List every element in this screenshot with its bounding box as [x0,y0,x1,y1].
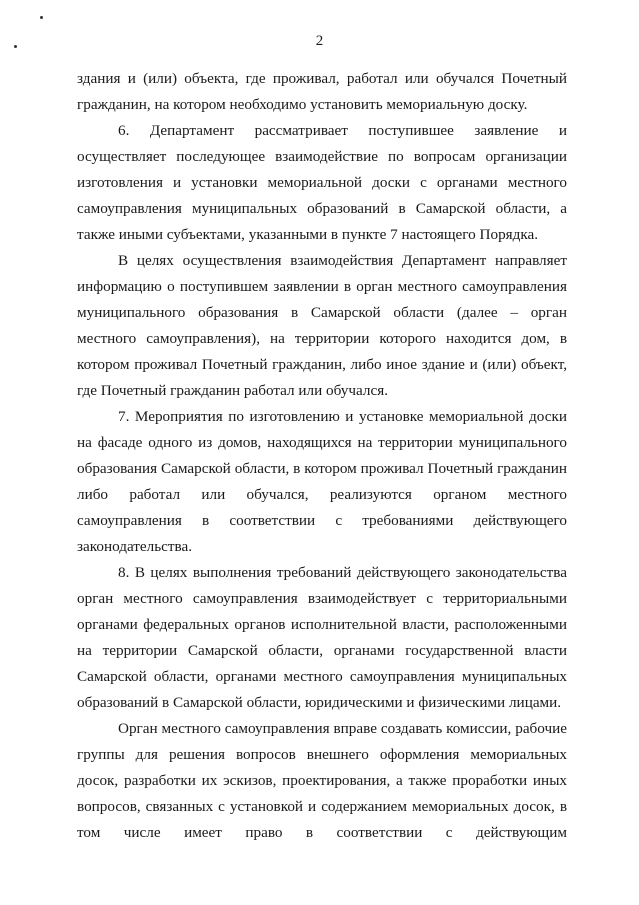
paragraph-interaction: В целях осуществления взаимодействия Департамент направляет информацию о поступившем заявлении в орган местного самоуправления муниципального образования в Самарской области (далее – орган местного самоуправления), на территории которого находится дом, в котором проживал Почетный гражданин, либо иное здание и (или) объект, где Почетный гражданин работал или обучался. [77,252,567,399]
page-number: 2 [315,33,324,49]
document-body [77,66,567,846]
scan-speck [40,16,43,19]
paragraph-item-7: 7. Мероприятия по изготовлению и установке мемориальной доски на фасаде одного из домов, находящихся на территории муниципального образования Самарской области, в котором проживал Почетный гражданин либо работал или обучался, реализуются органом местного самоуправления в соответствии с требованиями действующего законодательства. [77,408,567,555]
paragraph-item-6: 6. Департамент рассматривает поступившее заявление и осуществляет последующее взаимодействие по вопросам организации изготовления и установки мемориальной доски с органами местного самоуправления муниципальных образований в Самарской области, а также иными субъектами, указанными в пункте 7 настоящего Порядка. [77,122,567,243]
paragraph-item-8: 8. В целях выполнения требований действующего законодательства орган местного самоуправления взаимодействует с территориальными органами федеральных органов исполнительной власти, расположенными на территории Самарской области, органами государственной власти Самарской области, органами местного самоуправления муниципальных образований в Самарской области, юридическими и физическими лицами. [77,564,567,711]
paragraph-continuation: здания и (или) объекта, где проживал, работал или обучался Почетный гражданин, на котором необходимо установить мемориальную доску. [77,70,567,113]
paragraph-commissions: Орган местного самоуправления вправе создавать комиссии, рабочие группы для решения вопросов внешнего оформления мемориальных досок, разработки их эскизов, проектирования, а также проработки иных вопросов, связанных с установкой и содержанием мемориальных досок, в том числе имеет право в соответствии с действующим [77,720,567,841]
